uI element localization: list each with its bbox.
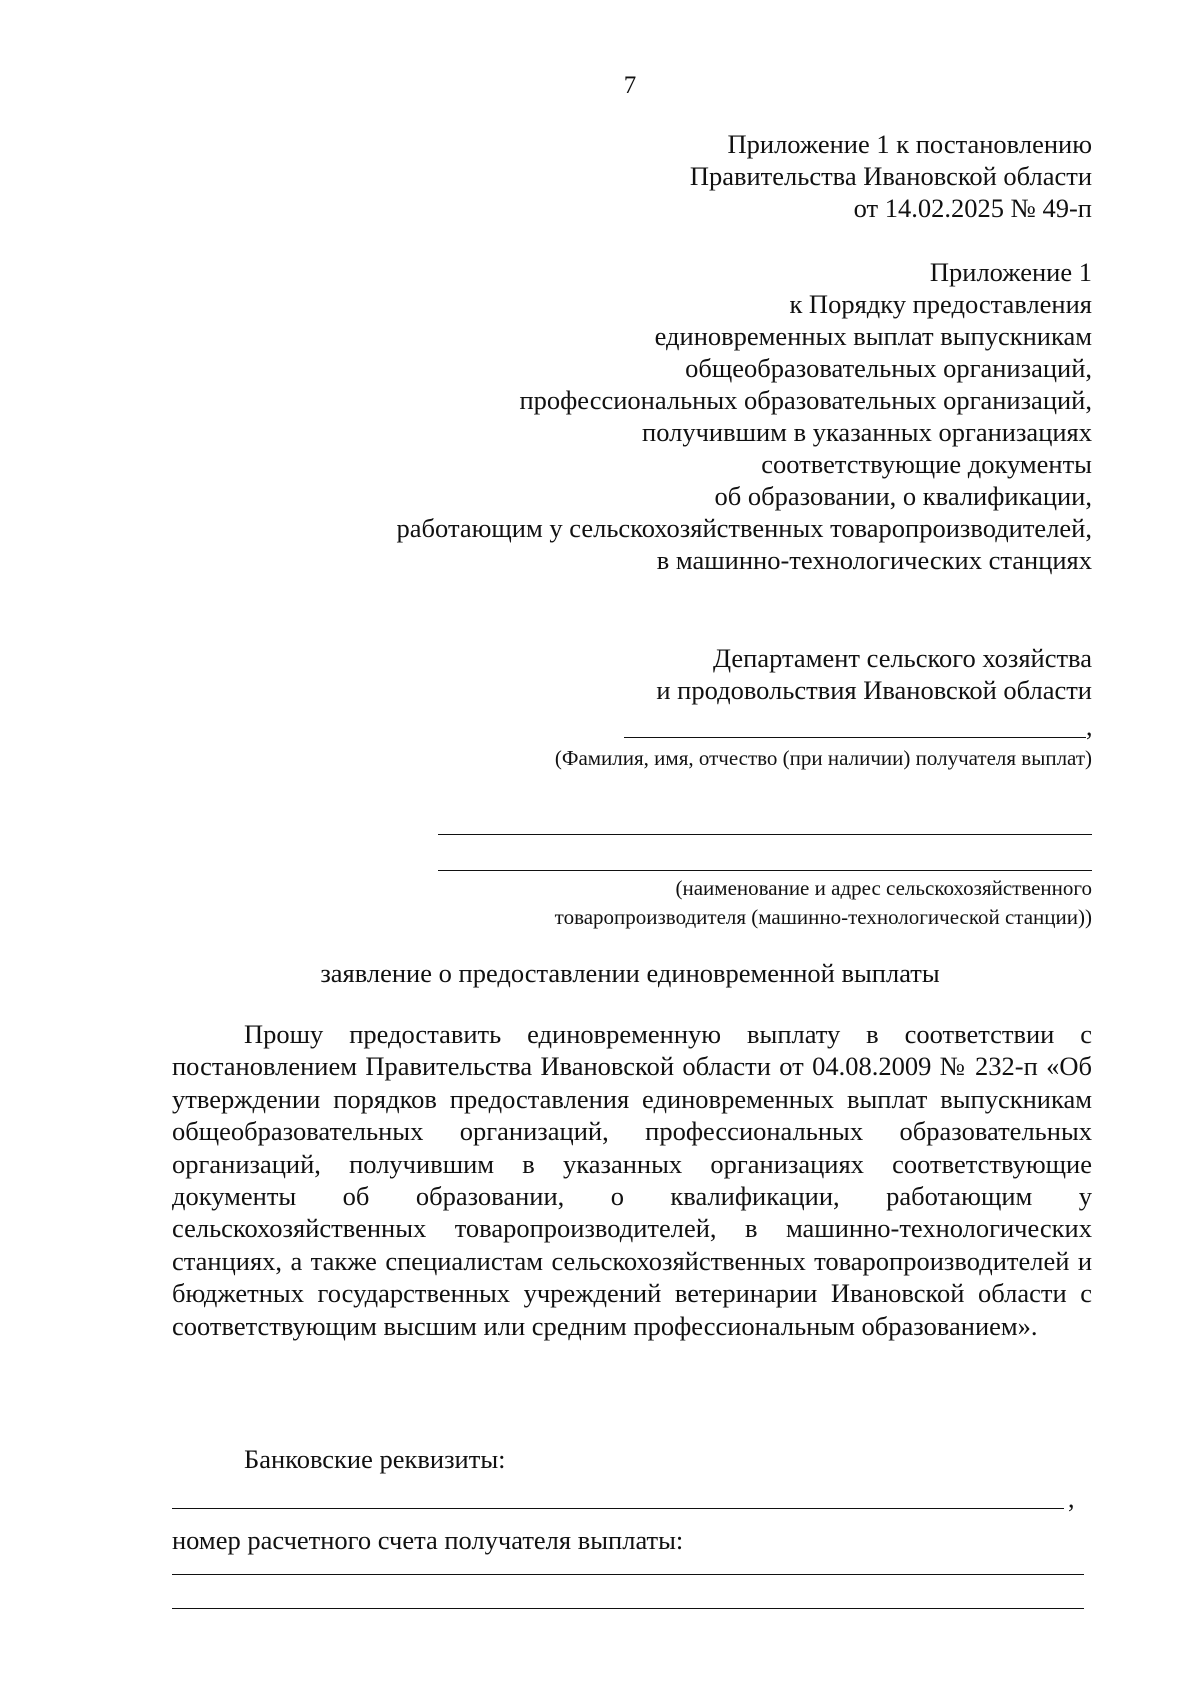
approval-line: Правительства Ивановской области	[689, 161, 1092, 191]
bank-details-comma: ,	[1068, 1484, 1075, 1513]
appendix-header	[397, 256, 1092, 576]
appendix-line: к Порядку предоставления	[789, 289, 1092, 319]
organization-line-1[interactable]	[438, 834, 1092, 835]
appendix-line: профессиональных образовательных организаций,	[519, 385, 1092, 415]
department-line: и продовольствия Ивановской области	[656, 675, 1092, 705]
organization-line-2[interactable]	[438, 870, 1092, 871]
organization-caption-line: (наименование и адрес сельскохозяйственного	[675, 876, 1092, 900]
addressee-department	[656, 642, 1092, 706]
approval-header	[690, 128, 1092, 224]
applicant-name-caption: (Фамилия, имя, отчество (при наличии) получателя выплат)	[554, 746, 1092, 770]
appendix-line: об образовании, о квалификации,	[714, 481, 1092, 511]
bank-details-label: Банковские реквизиты:	[244, 1444, 506, 1474]
applicant-name-comma: ,	[1086, 712, 1093, 741]
applicant-name-line[interactable]	[624, 737, 1086, 738]
appendix-line: единовременных выплат выпускникам	[654, 321, 1092, 351]
appendix-line: соответствующие документы	[761, 449, 1092, 479]
appendix-line: общеобразовательных организаций,	[685, 353, 1092, 383]
page-number: 7	[623, 72, 637, 99]
bank-details-line[interactable]	[172, 1508, 1064, 1509]
organization-caption-line: товаропроизводителя (машинно-технологической станции))	[554, 905, 1092, 929]
application-body: Прошу предоставить единовременную выплату в соответствии с постановлением Правительства Ивановской области от 04.08.2009 № 232-п «Об утверждении порядков предоставления единовременных выплат выпускникам общеобразовательных организаций, профессиональных образовательных организаций, получившим в указанных организациях соответствующие документы об образовании, о квалификации, работающим у сельскохозяйственных товаропроизводителей, в машинно-технологических станциях, а также специалистам сельскохозяйственных товаропроизводителей и бюджетных государственных учреждений ветеринарии Ивановской области с соответствующим высшим или средним профессиональным образованием».	[172, 1019, 1092, 1341]
approval-line: Приложение 1 к постановлению	[727, 129, 1092, 159]
appendix-line: в машинно-технологических станциях	[656, 545, 1092, 575]
appendix-line: Приложение 1	[929, 257, 1092, 287]
account-number-line-2[interactable]	[172, 1608, 1084, 1609]
department-line: Департамент сельского хозяйства	[713, 643, 1092, 673]
organization-caption	[555, 874, 1092, 932]
appendix-line: работающим у сельскохозяйственных товаропроизводителей,	[396, 513, 1092, 543]
account-number-line-1[interactable]	[172, 1574, 1084, 1575]
appendix-line: получившим в указанных организациях	[642, 417, 1092, 447]
document-title: заявление о предоставлении единовременной выплаты	[320, 958, 940, 988]
approval-line: от 14.02.2025 № 49-п	[853, 193, 1092, 223]
account-number-label: номер расчетного счета получателя выплаты:	[172, 1525, 684, 1555]
